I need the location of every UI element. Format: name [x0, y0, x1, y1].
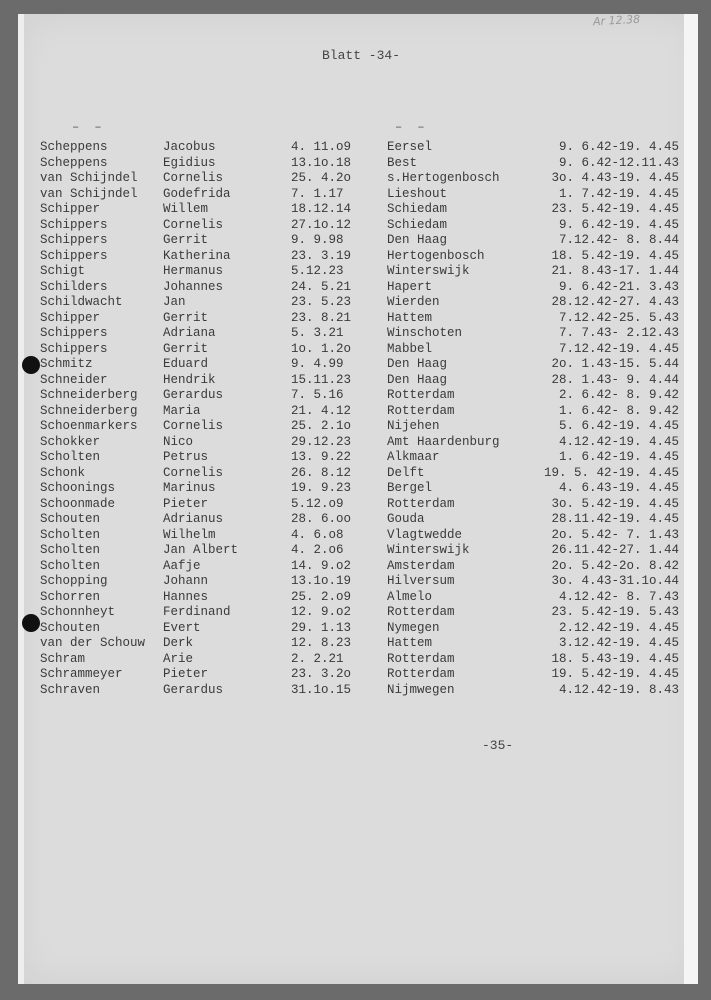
entry-first-name: Wilhelm [163, 527, 216, 542]
entry-birth-date: 9. 9.98 [291, 233, 344, 247]
entry-surname: Schneider [40, 372, 108, 387]
entry-birth-date: 24. 5.21 [291, 279, 352, 294]
entry-place: Best [387, 155, 418, 170]
entry-first-name: Gerrit [163, 341, 209, 356]
list-item [40, 202, 680, 218]
entry-place: Rotterdam [387, 496, 455, 511]
entry-first-name: Jan [163, 295, 186, 309]
entry-first-name: Godefrida [163, 186, 231, 201]
scan-edge-left [18, 14, 24, 984]
list-item [40, 466, 680, 482]
list-item [40, 683, 680, 699]
entry-period: 28.12.42-27. 4.43 [551, 295, 679, 309]
entry-surname: Schram [40, 651, 86, 666]
entry-birth-date: 7. 1.17 [291, 186, 344, 201]
entry-place: Schiedam [387, 202, 448, 216]
entry-birth-date: 31.1o.15 [291, 682, 352, 697]
entry-birth-date: 9. 4.99 [291, 357, 344, 371]
entry-birth-date: 18.12.14 [291, 202, 352, 216]
entry-birth-date: 13.1o.18 [291, 155, 352, 170]
entry-period: 7.12.42-25. 5.43 [558, 310, 679, 325]
entry-place: Amt Haardenburg [387, 434, 500, 449]
entry-birth-date: 13.1o.19 [291, 574, 352, 588]
entry-first-name: Johann [163, 574, 209, 588]
entry-place: Rotterdam [387, 667, 455, 681]
entry-period: 5. 6.42-19. 4.45 [558, 419, 679, 433]
entry-period: 4.12.42-19. 8.43 [558, 682, 679, 697]
entry-first-name: Jacobus [163, 140, 216, 154]
entry-surname: Schippers [40, 248, 108, 263]
entry-period: 3.12.42-19. 4.45 [558, 636, 679, 650]
entry-first-name: Eduard [163, 357, 209, 371]
entry-period: 9. 6.42-19. 4.45 [558, 217, 679, 232]
entry-birth-date: 21. 4.12 [291, 403, 352, 418]
list-item [40, 357, 680, 373]
entry-period: 3o. 5.42-19. 4.45 [551, 496, 679, 511]
entry-birth-date: 14. 9.o2 [291, 558, 352, 573]
entry-birth-date: 4. 11.o9 [291, 140, 352, 154]
entry-surname: Schraven [40, 682, 101, 697]
list-item [40, 528, 680, 544]
list-item [40, 342, 680, 358]
entry-period: 9. 6.42-21. 3.43 [558, 279, 679, 294]
entry-surname: Schopping [40, 574, 108, 588]
entry-place: Hapert [387, 279, 433, 294]
entry-surname: Schildwacht [40, 295, 123, 309]
entry-place: Rotterdam [387, 388, 455, 402]
entry-period: 23. 5.42-19. 5.43 [551, 605, 679, 619]
entry-birth-date: 23. 3.2o [291, 667, 352, 681]
entry-place: Amsterdam [387, 558, 455, 573]
list-item [40, 559, 680, 575]
entry-surname: Schokker [40, 434, 101, 449]
entry-period: 28. 1.43- 9. 4.44 [551, 372, 679, 387]
entry-period: 3o. 4.43-19. 4.45 [551, 171, 679, 185]
page-footer: -35- [482, 738, 514, 753]
list-item [40, 218, 680, 234]
list-item [40, 497, 680, 513]
entry-place: s.Hertogenbosch [387, 171, 500, 185]
entry-first-name: Pieter [163, 496, 209, 511]
entry-period: 9. 6.42-19. 4.45 [558, 140, 679, 154]
entry-place: Lieshout [387, 186, 448, 201]
entry-first-name: Jan Albert [163, 543, 239, 557]
entry-place: Nijmwegen [387, 682, 455, 697]
list-item [40, 156, 680, 172]
entry-birth-date: 23. 8.21 [291, 310, 352, 325]
entry-first-name: Willem [163, 202, 209, 216]
list-item [40, 233, 680, 249]
entry-period: 4. 6.43-19. 4.45 [558, 481, 679, 495]
entry-birth-date: 26. 8.12 [291, 465, 352, 480]
entry-period: 21. 8.43-17. 1.44 [551, 264, 679, 278]
entry-period: 2. 6.42- 8. 9.42 [558, 388, 679, 402]
entry-period: 19. 5. 42-19. 4.45 [543, 465, 679, 480]
list-item [40, 667, 680, 683]
column-marker-left: – – [72, 120, 106, 134]
entry-period: 1. 6.42-19. 4.45 [558, 450, 679, 464]
entry-surname: van Schijndel [40, 171, 138, 185]
entry-first-name: Ferdinand [163, 605, 231, 619]
entry-first-name: Gerardus [163, 682, 224, 697]
entry-surname: Schoonings [40, 481, 116, 495]
entry-place: Rotterdam [387, 651, 455, 666]
entry-surname: van der Schouw [40, 636, 146, 650]
entry-place: Hattem [387, 636, 433, 650]
entry-first-name: Cornelis [163, 217, 224, 232]
entry-surname: Schippers [40, 217, 108, 232]
entry-surname: Schipper [40, 202, 101, 216]
entry-birth-date: 4. 2.o6 [291, 543, 344, 557]
entry-surname: Scholten [40, 558, 101, 573]
entry-birth-date: 28. 6.oo [291, 512, 352, 526]
entry-place: Schiedam [387, 217, 448, 232]
entry-first-name: Aafje [163, 558, 201, 573]
entry-place: Alkmaar [387, 450, 440, 464]
entry-first-name: Hannes [163, 589, 209, 604]
entry-place: Mabbel [387, 341, 433, 356]
entry-period: 7. 7.43- 2.12.43 [558, 326, 679, 340]
entry-period: 2o. 5.42-2o. 8.42 [551, 558, 679, 573]
entry-place: Winterswijk [387, 264, 470, 278]
entry-surname: Schonk [40, 465, 86, 480]
entry-first-name: Cornelis [163, 171, 224, 185]
list-item [40, 574, 680, 590]
entry-place: Almelo [387, 589, 433, 604]
list-item [40, 280, 680, 296]
entry-first-name: Arie [163, 651, 194, 666]
entry-birth-date: 23. 5.23 [291, 295, 352, 309]
entry-surname: Schmitz [40, 357, 93, 371]
entry-birth-date: 7. 5.16 [291, 388, 344, 402]
entry-surname: Scholten [40, 527, 101, 542]
list-item [40, 140, 680, 156]
entry-surname: Schippers [40, 233, 108, 247]
entry-period: 1. 6.42- 8. 9.42 [558, 403, 679, 418]
list-item [40, 450, 680, 466]
entry-surname: Schorren [40, 589, 101, 604]
punch-hole-icon [22, 614, 40, 632]
entry-surname: Scheppens [40, 155, 108, 170]
entry-first-name: Gerrit [163, 233, 209, 247]
entry-first-name: Hendrik [163, 372, 216, 387]
entry-surname: Schoenmarkers [40, 419, 138, 433]
entry-place: Delft [387, 465, 425, 480]
entry-first-name: Maria [163, 403, 201, 418]
entry-first-name: Gerardus [163, 388, 224, 402]
entry-birth-date: 12. 8.23 [291, 636, 352, 650]
entry-birth-date: 1o. 1.2o [291, 341, 352, 356]
entry-period: 7.12.42- 8. 8.44 [558, 233, 679, 247]
entry-surname: Schippers [40, 326, 108, 340]
entry-place: Nijehen [387, 419, 440, 433]
entry-birth-date: 15.11.23 [291, 372, 352, 387]
list-item [40, 249, 680, 265]
entry-birth-date: 25. 2.1o [291, 419, 352, 433]
list-item [40, 636, 680, 652]
entry-surname: Schippers [40, 341, 108, 356]
entry-period: 23. 5.42-19. 4.45 [551, 202, 679, 216]
entry-birth-date: 5.12.23 [291, 264, 344, 278]
page-header: Blatt -34- [322, 48, 401, 63]
entry-first-name: Derk [163, 636, 194, 650]
entry-surname: Schoonmade [40, 496, 116, 511]
entry-period: 19. 5.42-19. 4.45 [551, 667, 679, 681]
entry-first-name: Johannes [163, 279, 224, 294]
list-item [40, 543, 680, 559]
list-item [40, 264, 680, 280]
entry-first-name: Adriana [163, 326, 216, 340]
entry-birth-date: 4. 6.o8 [291, 527, 344, 542]
entry-period: 2o. 1.43-15. 5.44 [551, 357, 679, 371]
entry-birth-date: 27.1o.12 [291, 217, 352, 232]
entry-surname: Schouten [40, 512, 101, 526]
entry-surname: Schonnheyt [40, 605, 116, 619]
list-item [40, 373, 680, 389]
entry-period: 18. 5.43-19. 4.45 [551, 651, 679, 666]
entry-period: 3o. 4.43-31.1o.44 [551, 574, 679, 588]
entry-first-name: Hermanus [163, 264, 224, 278]
entry-birth-date: 29. 1.13 [291, 620, 352, 635]
entry-place: Den Haag [387, 372, 448, 387]
entry-surname: van Schijndel [40, 186, 138, 201]
entry-place: Bergel [387, 481, 433, 495]
entry-place: Hattem [387, 310, 433, 325]
entry-place: Wierden [387, 295, 440, 309]
entry-birth-date: 19. 9.23 [291, 481, 352, 495]
entry-period: 2.12.42-19. 4.45 [558, 620, 679, 635]
entry-period: 1. 7.42-19. 4.45 [558, 186, 679, 201]
column-marker-right: – – [395, 120, 429, 134]
entry-birth-date: 5. 3.21 [291, 326, 344, 340]
entry-period: 9. 6.42-12.11.43 [558, 155, 679, 170]
list-item [40, 171, 680, 187]
entry-period: 4.12.42-19. 4.45 [558, 434, 679, 449]
entry-first-name: Gerrit [163, 310, 209, 325]
entry-first-name: Marinus [163, 481, 216, 495]
archive-pencil-note: Ar 12.38 [592, 12, 641, 29]
list-item [40, 621, 680, 637]
entry-period: 7.12.42-19. 4.45 [558, 341, 679, 356]
list-item [40, 419, 680, 435]
entry-surname: Schneiderberg [40, 388, 138, 402]
entry-place: Hilversum [387, 574, 455, 588]
entry-first-name: Katherina [163, 248, 231, 263]
entry-birth-date: 25. 2.o9 [291, 589, 352, 604]
punch-hole-icon [22, 356, 40, 374]
entry-first-name: Petrus [163, 450, 209, 464]
entry-surname: Schigt [40, 264, 86, 278]
entry-surname: Schrammeyer [40, 667, 123, 681]
entry-place: Den Haag [387, 357, 448, 371]
entry-period: 26.11.42-27. 1.44 [551, 543, 679, 557]
list-item [40, 652, 680, 668]
register-list [40, 140, 680, 698]
entry-birth-date: 23. 3.19 [291, 248, 352, 263]
entry-first-name: Nico [163, 434, 194, 449]
entry-period: 2o. 5.42- 7. 1.43 [551, 527, 679, 542]
entry-first-name: Cornelis [163, 465, 224, 480]
entry-place: Winterswijk [387, 543, 470, 557]
list-item [40, 481, 680, 497]
scan-edge-right [684, 14, 698, 984]
list-item [40, 590, 680, 606]
entry-first-name: Adrianus [163, 512, 224, 526]
entry-surname: Scholten [40, 543, 101, 557]
entry-place: Rotterdam [387, 605, 455, 619]
entry-place: Den Haag [387, 233, 448, 247]
entry-first-name: Cornelis [163, 419, 224, 433]
entry-birth-date: 25. 4.2o [291, 171, 352, 185]
list-item [40, 295, 680, 311]
entry-surname: Schipper [40, 310, 101, 325]
entry-period: 4.12.42- 8. 7.43 [558, 589, 679, 604]
entry-period: 18. 5.42-19. 4.45 [551, 248, 679, 263]
entry-place: Gouda [387, 512, 425, 526]
entry-birth-date: 29.12.23 [291, 434, 352, 449]
entry-birth-date: 5.12.o9 [291, 496, 344, 511]
list-item [40, 404, 680, 420]
entry-birth-date: 12. 9.o2 [291, 605, 352, 619]
entry-birth-date: 2. 2.21 [291, 651, 344, 666]
entry-place: Nymegen [387, 620, 440, 635]
entry-place: Vlagtwedde [387, 527, 463, 542]
list-item [40, 512, 680, 528]
list-item [40, 326, 680, 342]
entry-first-name: Pieter [163, 667, 209, 681]
list-item [40, 311, 680, 327]
entry-birth-date: 13. 9.22 [291, 450, 352, 464]
entry-period: 28.11.42-19. 4.45 [551, 512, 679, 526]
entry-surname: Schneiderberg [40, 403, 138, 418]
entry-first-name: Egidius [163, 155, 216, 170]
entry-first-name: Evert [163, 620, 201, 635]
list-item [40, 187, 680, 203]
entry-surname: Scholten [40, 450, 101, 464]
entry-place: Rotterdam [387, 403, 455, 418]
entry-surname: Schouten [40, 620, 101, 635]
list-item [40, 388, 680, 404]
entry-place: Hertogenbosch [387, 248, 485, 263]
entry-place: Winschoten [387, 326, 463, 340]
entry-surname: Schilders [40, 279, 108, 294]
list-item [40, 605, 680, 621]
entry-surname: Scheppens [40, 140, 108, 154]
entry-place: Eersel [387, 140, 433, 154]
list-item [40, 435, 680, 451]
